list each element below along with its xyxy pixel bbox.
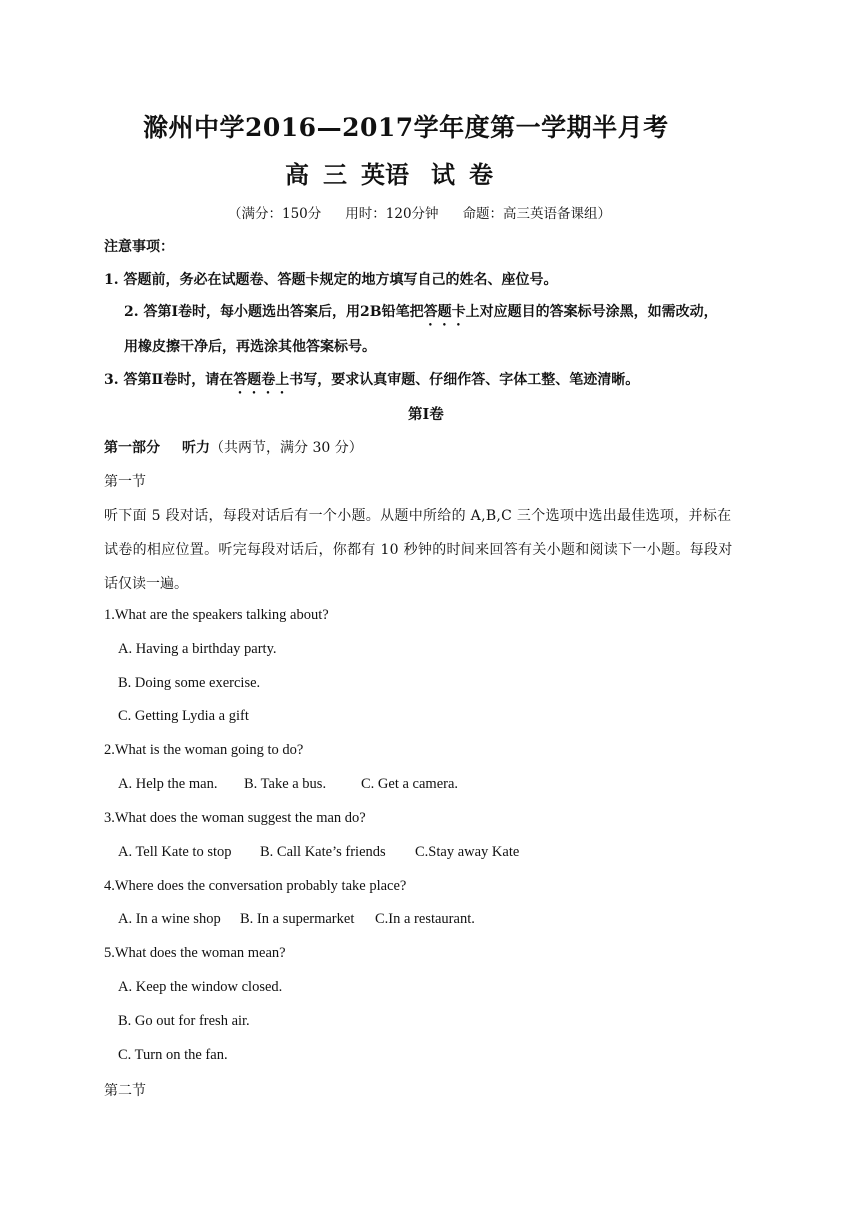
notice-item-3: 3. 答第Ⅱ卷时，请在答题卷上书写，要求认真审题、仔细作答、字体工整、笔迹清晰。 [104,372,640,388]
notice-item-1: 1. 答题前，务必在试题卷、答题卡规定的地方填写自己的姓名、座位号。 [104,272,558,288]
info-time: 用时：120分钟 [345,206,439,222]
question-4-option-c: C.In a restaurant. [375,911,475,927]
notice-heading: 注意事项： [104,239,174,255]
question-2: 2.What is the woman going to do? [104,742,304,758]
subtitle-part: 试 [431,160,455,189]
info-author: 命题：高三英语备课组） [462,206,612,222]
question-2-option-b: B. Take a bus. [244,776,327,792]
question-2-options [118,776,458,793]
question-3-option-b: B. Call Kate’s friends [260,844,386,860]
section-1-heading: 第一节 [104,474,146,490]
question-5-option-a: A. Keep the window closed. [118,979,283,995]
instructions-line-3: 话仅读一遍。 [104,576,188,592]
question-4-option-b: B. In a supermarket [240,911,355,927]
part1-heading: 第一部分 听力（共两节，满分 30 分） [104,440,363,456]
notice-item-2: 2. 答第Ⅰ卷时，每小题选出答案后，用2B铅笔把答题卡上对应题目的答案标号涂黑，如需改动， [124,304,718,320]
question-5-option-c: C. Turn on the fan. [118,1047,228,1063]
emphasis-answer-sheet: 答题卷上 [233,372,290,388]
question-1-option-b: B. Doing some exercise. [118,675,261,691]
question-2-option-a: A. Help the man. [118,776,218,792]
emphasis-answer-card: 答题卡 [423,304,466,320]
exam-info [228,202,635,222]
question-1-option-a: A. Having a birthday party. [118,641,277,657]
volume-title: 第Ⅰ卷 [408,406,444,423]
instructions-line-2: 试卷的相应位置。听完每段对话后，你都有 10 秒钟的时间来回答有关小题和阅读下一小题。每段对 [104,542,733,558]
subtitle-part: 三 [323,160,347,189]
section-2-heading: 第二节 [104,1083,146,1099]
question-2-option-c: C. Get a camera. [361,776,459,792]
question-4-options [118,911,475,928]
subtitle-part: 高 [285,160,309,189]
notice-item-2-cont: 用橡皮擦干净后，再选涂其他答案标号。 [124,339,376,355]
question-3-option-c: C.Stay away Kate [415,844,520,860]
question-5: 5.What does the woman mean? [104,945,286,961]
info-score: （满分：150分 [228,206,322,222]
instructions-line-1: 听下面 5 段对话，每段对话后有一个小题。从题中所给的 A,B,C 三个选项中选出最佳选项，并标在 [104,508,732,524]
question-5-option-b: B. Go out for fresh air. [118,1013,250,1029]
subtitle-part: 英语 [361,160,409,189]
exam-title: 滁州中学2016—2017学年度第一学期半月考 [143,113,669,142]
exam-subtitle [285,155,507,190]
question-3-option-a: A. Tell Kate to stop [118,844,232,860]
question-1: 1.What are the speakers talking about? [104,607,329,623]
question-3: 3.What does the woman suggest the man do? [104,810,366,826]
question-1-option-c: C. Getting Lydia a gift [118,708,249,724]
question-3-options [118,844,519,861]
question-4: 4.Where does the conversation probably take place? [104,878,407,894]
subtitle-part: 卷 [469,160,493,189]
question-4-option-a: A. In a wine shop [118,911,221,927]
